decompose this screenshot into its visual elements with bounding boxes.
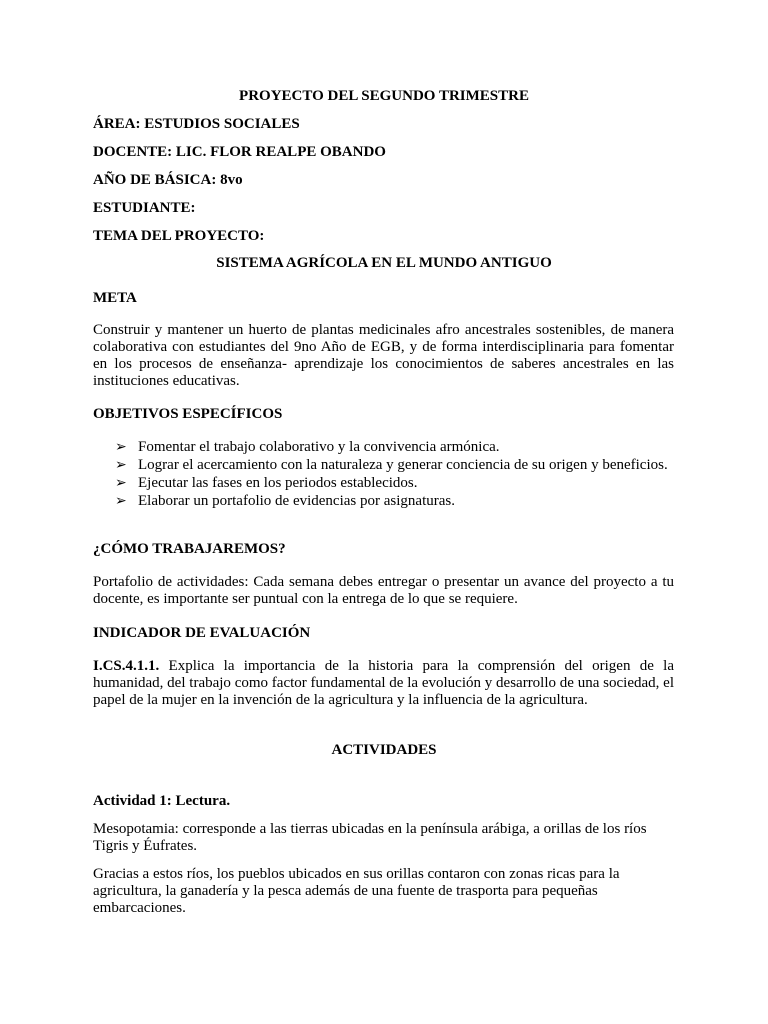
indicador-code: I.CS.4.1.1. <box>93 658 160 674</box>
como-paragraph: Portafolio de actividades: Cada semana debes entregar o presentar un avance del proyecto a tu docente, es importante ser puntual con la entrega de lo que se requiere. <box>93 574 674 607</box>
actividad-paragraph-2: Gracias a estos ríos, los pueblos ubicados en sus orillas contaron con zonas ricas para la agricultura, la ganadería y la pesca además de una fuente de trasporta para pequeñas embarcaciones. <box>93 866 620 916</box>
anio-line: AÑO DE BÁSICA: 8vo <box>93 172 243 188</box>
actividad1-heading: Actividad 1: Lectura. <box>93 793 231 809</box>
arrow-bullet-icon: ➢ <box>115 494 127 509</box>
meta-heading: META <box>93 290 137 306</box>
indicador-paragraph: I.CS.4.1.1. Explica la importancia de la historia para la comprensión del origen de la humanidad, del trabajo como factor fundamental de la evolución y desarrollo de una sociedad, el papel de la mujer en la invención de la agricultura y la influencia de la agricultura. <box>93 658 674 708</box>
actividad-paragraph-1: Mesopotamia: corresponde a las tierras ubicadas en la península arábiga, a orillas de los ríos Tigris y Éufrates. <box>93 821 647 854</box>
como-heading: ¿CÓMO TRABAJAREMOS? <box>93 541 286 557</box>
arrow-bullet-icon: ➢ <box>115 476 127 491</box>
area-line: ÁREA: ESTUDIOS SOCIALES <box>93 116 300 132</box>
indicador-heading: INDICADOR DE EVALUACIÓN <box>93 625 311 641</box>
tema-title: SISTEMA AGRÍCOLA EN EL MUNDO ANTIGUO <box>216 255 552 271</box>
list-item: ➢ Elaborar un portafolio de evidencias por asignaturas. <box>115 493 455 509</box>
list-item: ➢ Fomentar el trabajo colaborativo y la convivencia armónica. <box>115 439 500 455</box>
estudiante-line: ESTUDIANTE: <box>93 200 196 216</box>
document-title: PROYECTO DEL SEGUNDO TRIMESTRE <box>239 88 529 104</box>
objetivos-list <box>115 439 674 511</box>
arrow-bullet-icon: ➢ <box>115 458 127 473</box>
list-item: ➢ Lograr el acercamiento con la naturaleza y generar conciencia de su origen y beneficios. <box>115 457 668 473</box>
list-item: ➢ Ejecutar las fases en los periodos establecidos. <box>115 475 418 491</box>
docente-line: DOCENTE: LIC. FLOR REALPE OBANDO <box>93 144 386 160</box>
meta-paragraph: Construir y mantener un huerto de plantas medicinales afro ancestrales sostenibles, de manera colaborativa con estudiantes del 9no Año de EGB, y de forma interdisciplinaria para fomentar en los procesos de enseñanza- aprendizaje los conocimientos de saberes ancestrales en las instituciones educativas. <box>93 322 674 389</box>
actividades-heading: ACTIVIDADES <box>331 742 437 758</box>
arrow-bullet-icon: ➢ <box>115 440 127 455</box>
tema-label: TEMA DEL PROYECTO: <box>93 228 265 244</box>
objetivos-heading: OBJETIVOS ESPECÍFICOS <box>93 406 283 422</box>
